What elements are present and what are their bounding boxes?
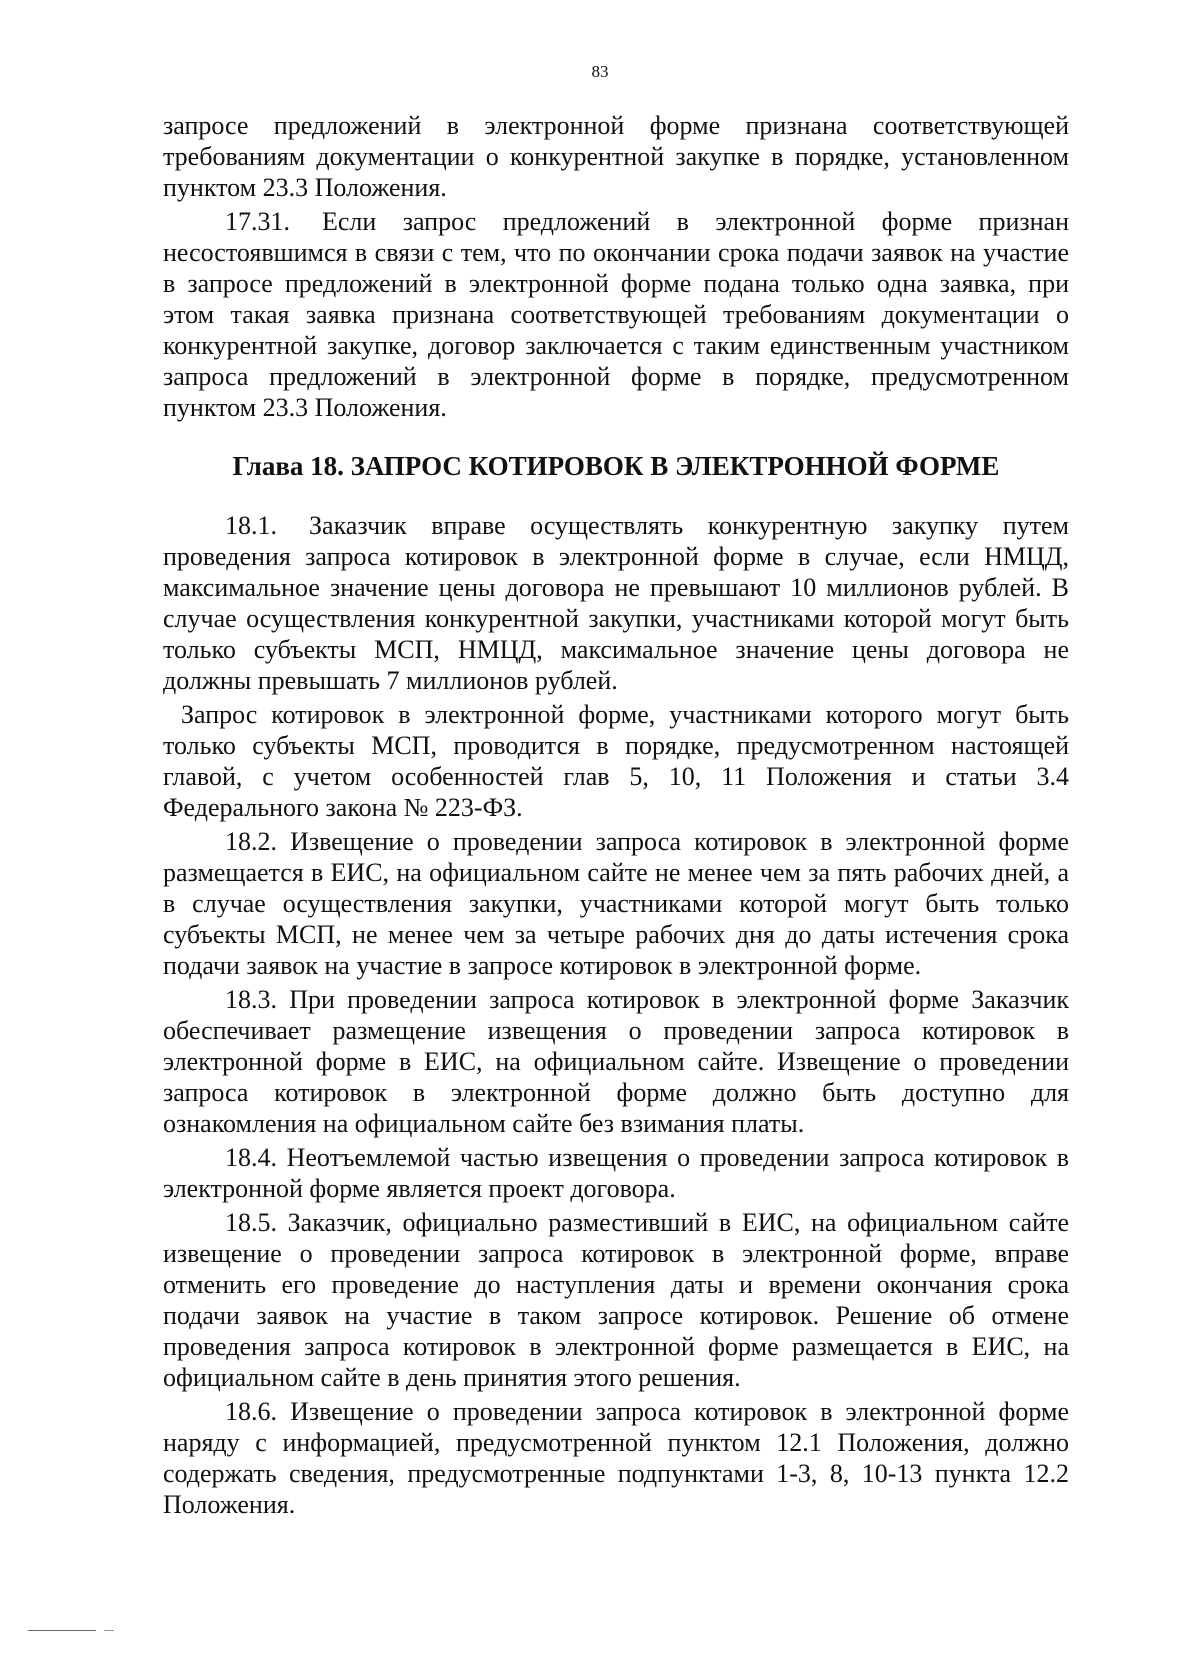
paragraph-continuation: запросе предложений в электронной форме признана соответствующей требованиям документации о конкурентной закупке в порядке, установленном пунктом 23.3 Положения. [163, 111, 1069, 202]
item-17-31 [163, 206, 1069, 423]
item-text: Если запрос предложений в электронной форме признан несостоявшимся в связи с тем, что по окончании срока подачи заявок на участие в запросе предложений в электронной форме подана только одна заявка, при этом такая заявка признана соответствующей требованиям документации о конкурентной закупке, договор заключается с таким единственным участником запроса предложений в электронной форме в порядке, предусмотренном пунктом 23.3 Положения. [163, 207, 1069, 422]
item-number: 17.31. [225, 207, 290, 236]
item-text: Заказчик вправе осуществлять конкурентную закупку путем проведения запроса котировок в электронной форме в случае, если НМЦД, максимальное значение цены договора не превышают 10 миллионов рублей. В случае осуществления конкурентной закупки, участниками которой могут быть только субъекты МСП, НМЦД, максимальное значение цены договора не должны превышать 7 миллионов рублей. [163, 511, 1069, 695]
item-number: 18.1. [225, 511, 277, 540]
item-18-4: 18.4. Неотъемлемой частью извещения о проведении запроса котировок в электронной форме является проект договора. [163, 1143, 1069, 1203]
chapter-heading: Глава 18. ЗАПРОС КОТИРОВОК В ЭЛЕКТРОННОЙ ФОРМЕ [232, 451, 1000, 481]
item-18-2: 18.2. Извещение о проведении запроса котировок в электронной форме размещается в ЕИС, на официальном сайте не менее чем за пять рабочих дней, а в случае осуществления закупки, участниками которой могут быть только субъекты МСП, не менее чем за четыре рабочих дня до даты истечения срока подачи заявок на участие в запросе котировок в электронной форме. [163, 827, 1069, 980]
item-18-6: 18.6. Извещение о проведении запроса котировок в электронной форме наряду с информацией, предусмотренной пунктом 12.1 Положения, должно содержать сведения, предусмотренные подпунктами 1-3, 8, 10-13 пункта 12.2 Положения. [163, 1397, 1069, 1519]
page-number: 83 [591, 62, 609, 81]
item-18-5: 18.5. Заказчик, официально разместивший в ЕИС, на официальном сайте извещение о проведении запроса котировок в электронной форме, вправе отменить его проведение до наступления даты и времени окончания срока подачи заявок на участие в таком запросе котировок. Решение об отмене проведения запроса котировок в электронной форме размещается в ЕИС, на официальном сайте в день принятия этого решения. [163, 1208, 1069, 1392]
paragraph-msp: Запрос котировок в электронной форме, участниками которого могут быть только субъекты МСП, проводится в порядке, предусмотренном настоящей главой, с учетом особенностей глав 5, 10, 11 Положения и статьи 3.4 Федерального закона № 223-ФЗ. [163, 700, 1069, 822]
item-18-3: 18.3. При проведении запроса котировок в электронной форме Заказчик обеспечивает размещение извещения о проведении запроса котировок в электронной форме в ЕИС, на официальном сайте. Извещение о проведении запроса котировок в электронной форме должно быть доступно для ознакомления на официальном сайте без взимания платы. [163, 985, 1069, 1138]
document-body [163, 110, 1069, 1523]
item-18-1 [163, 510, 1069, 696]
scan-edge-mark [28, 1630, 96, 1631]
